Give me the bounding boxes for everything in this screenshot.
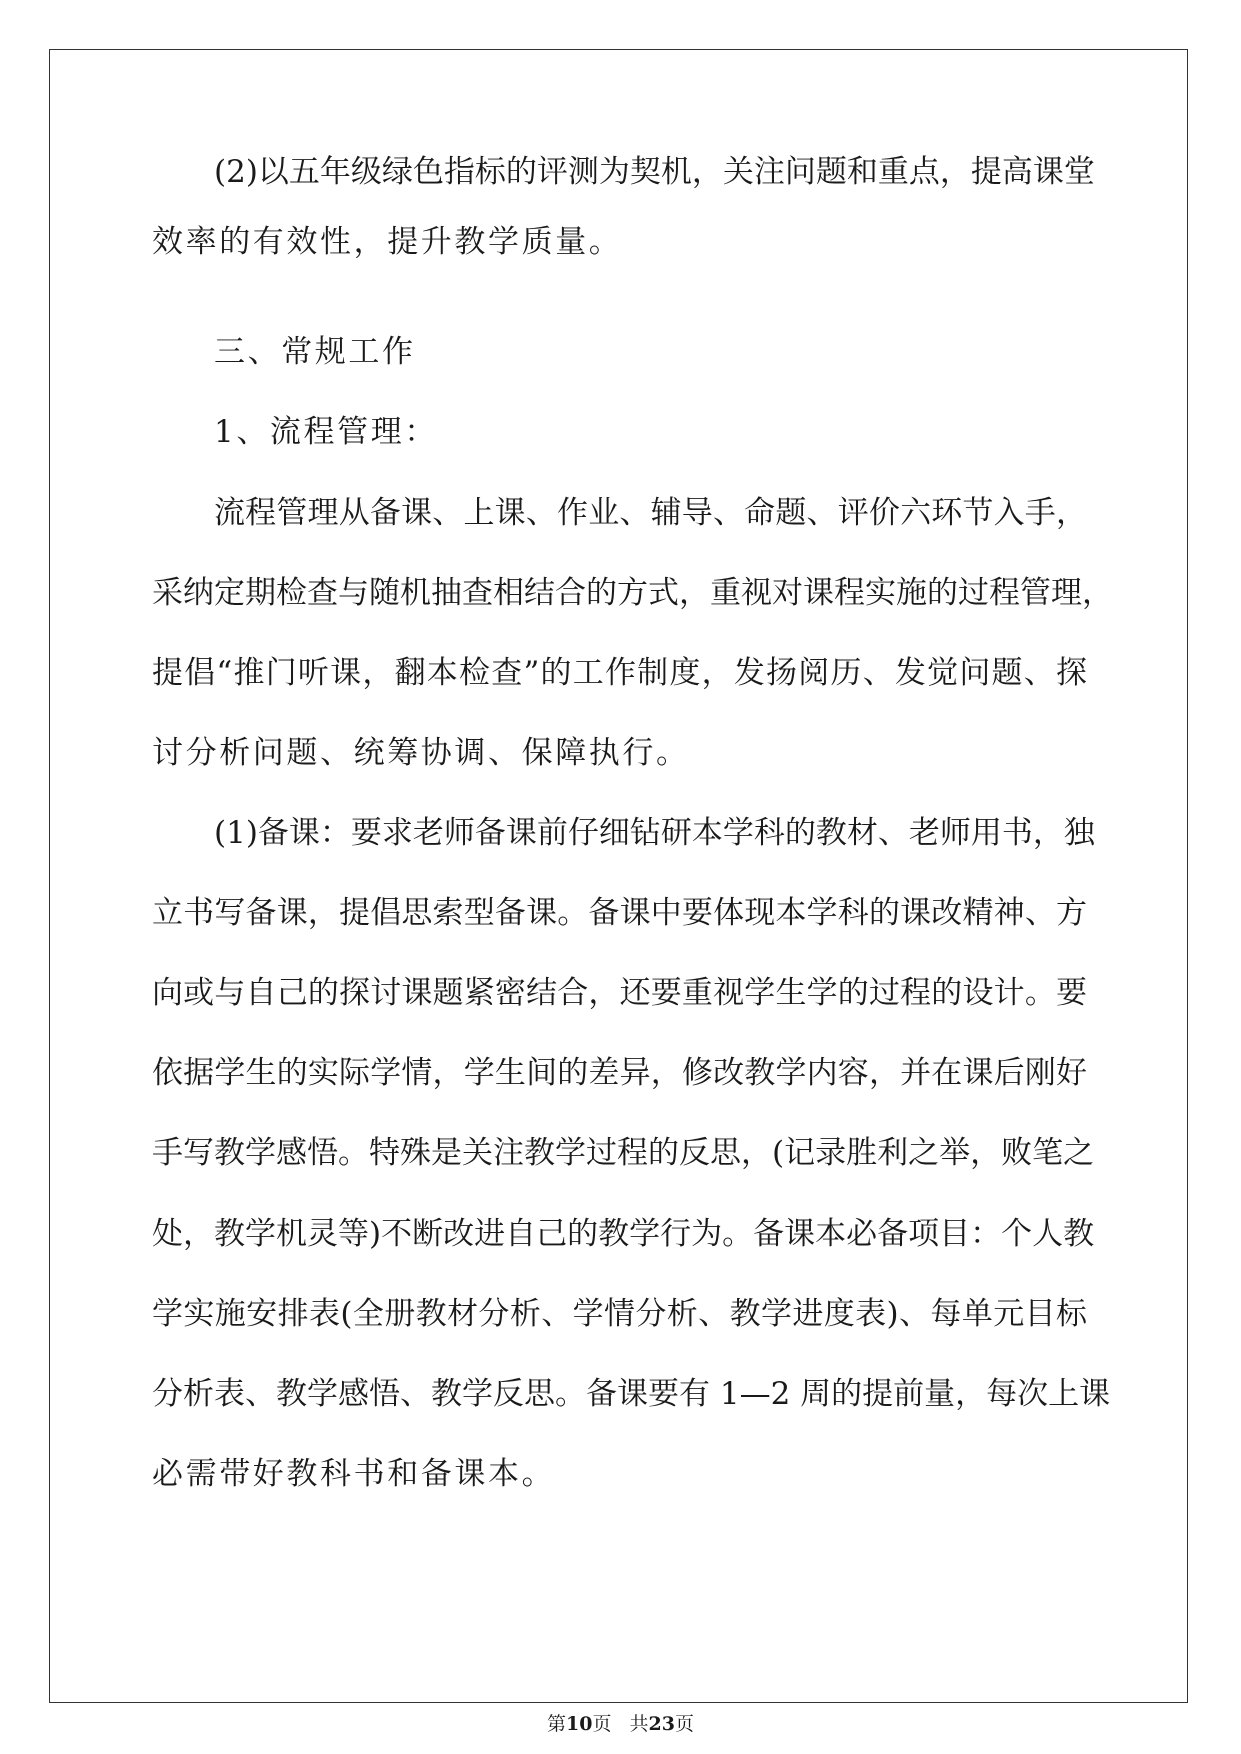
total-page-count: 23 — [648, 1713, 675, 1735]
footer-total-suffix: 页 — [674, 1713, 694, 1735]
paragraph-line: 依据学生的实际学情，学生间的差异，修改教学内容，并在课后刚好 — [152, 1055, 1087, 1091]
paragraph-line: 采纳定期检查与随机抽查相结合的方式，重视对课程实施的过程管理， — [152, 575, 1113, 611]
paragraph-line: 流程管理从备课、上课、作业、辅导、命题、评价六环节入手， — [214, 495, 1087, 531]
subsection-heading: 1、流程管理： — [214, 414, 438, 450]
paragraph-line: 效率的有效性，提升教学质量。 — [152, 224, 623, 260]
paragraph-line: 处，教学机灵等)不断改进自己的教学行为。备课本必备项目：个人教 — [152, 1216, 1095, 1252]
page-footer — [0, 1712, 1241, 1736]
footer-prefix: 第 — [547, 1713, 567, 1735]
paragraph-line: 分析表、教学感悟、教学反思。备课要有 1—2 周的提前量，每次上课 — [152, 1376, 1111, 1412]
paragraph-line: 提倡“推门听课，翻本检查”的工作制度，发扬阅历、发觉问题、探 — [152, 655, 1087, 691]
paragraph-line: (1)备课：要求老师备课前仔细钻研本学科的教材、老师用书，独 — [214, 815, 1095, 851]
footer-total-prefix: 共 — [629, 1713, 649, 1735]
paragraph-line: 手写教学感悟。特殊是关注教学过程的反思，(记录胜利之举，败笔之 — [152, 1135, 1095, 1171]
current-page-number: 10 — [566, 1713, 593, 1735]
paragraph-line: 讨分析问题、统筹协调、保障执行。 — [152, 735, 690, 771]
paragraph-line: (2)以五年级绿色指标的评测为契机，关注问题和重点，提高课堂 — [214, 154, 1095, 190]
paragraph-line: 向或与自己的探讨课题紧密结合，还要重视学生学的过程的设计。要 — [152, 975, 1087, 1011]
footer-page-suffix: 页 — [592, 1713, 612, 1735]
paragraph-line: 立书写备课，提倡思索型备课。备课中要体现本学科的课改精神、方 — [152, 895, 1087, 931]
section-heading: 三、常规工作 — [214, 334, 416, 370]
paragraph-line: 学实施安排表(全册教材分析、学情分析、教学进度表)、每单元目标 — [152, 1296, 1087, 1332]
paragraph-line: 必需带好教科书和备课本。 — [152, 1456, 556, 1492]
